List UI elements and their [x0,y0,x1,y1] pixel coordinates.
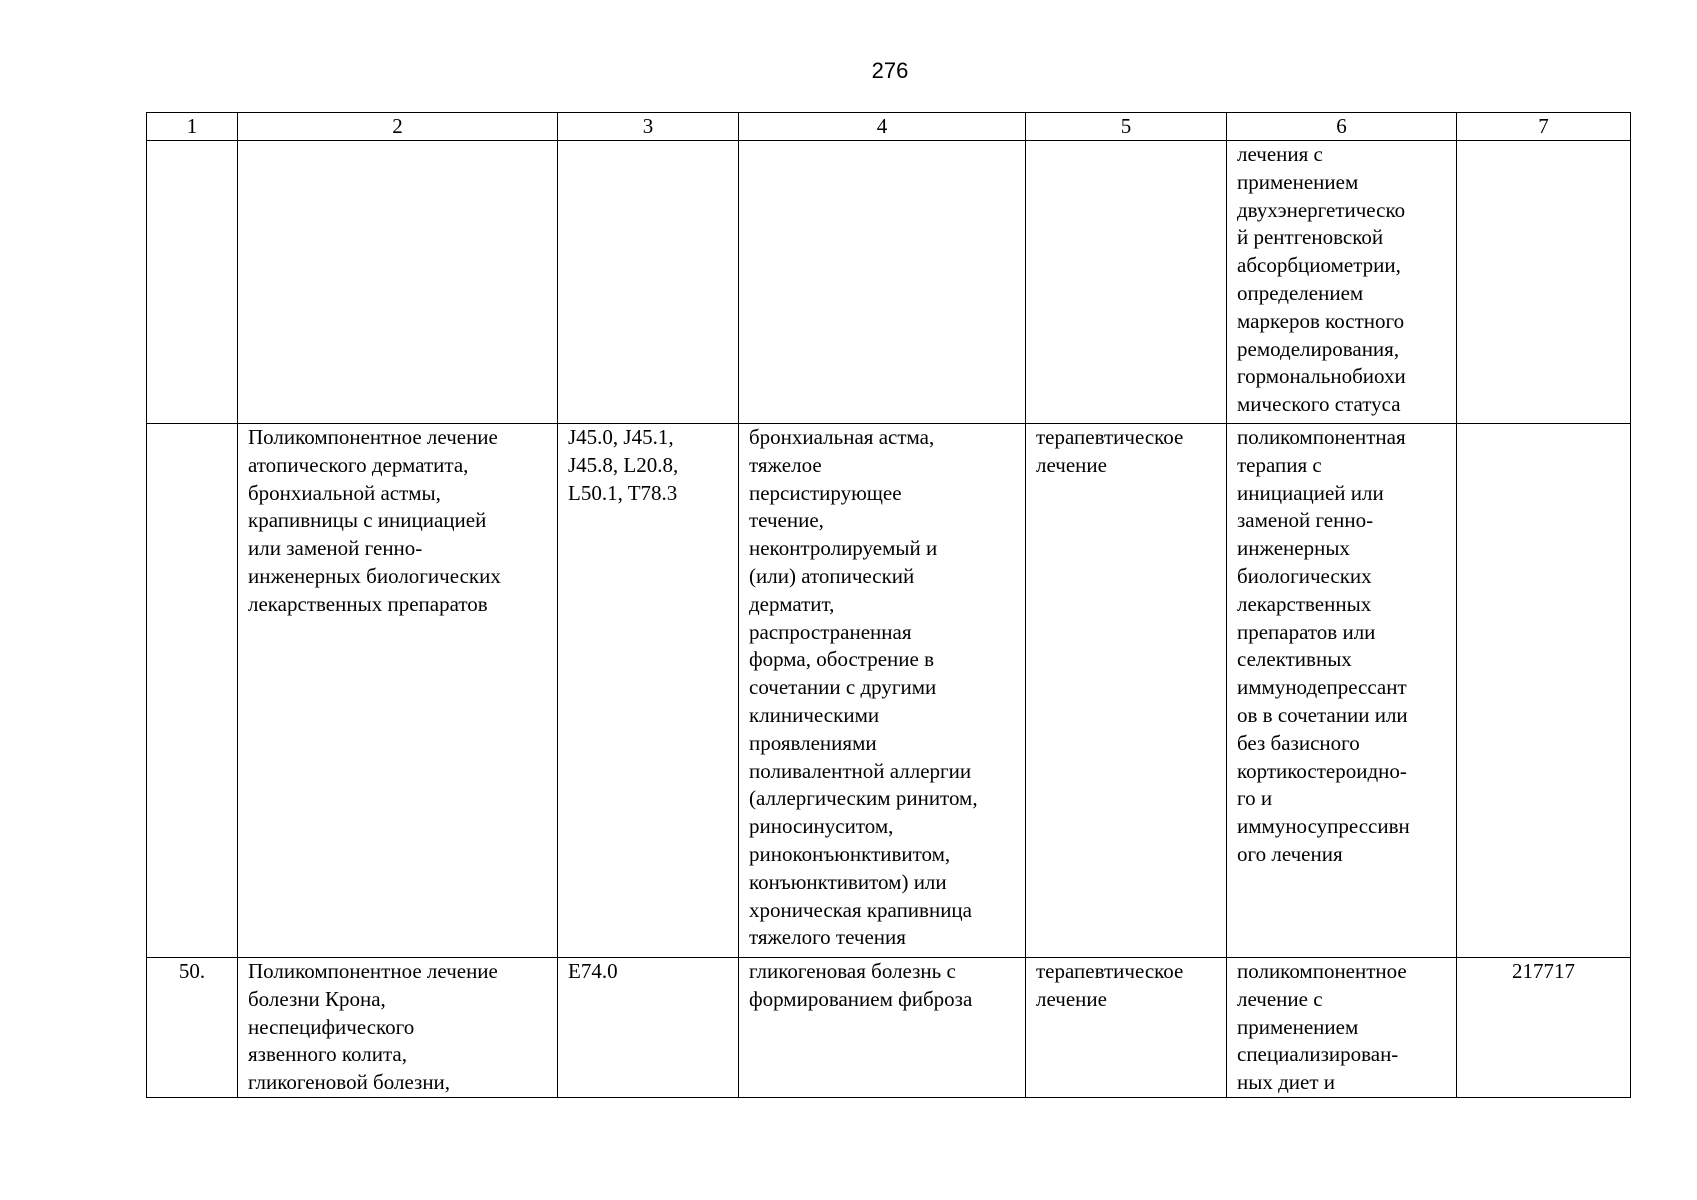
column-header-2: 2 [238,113,558,141]
table-row [147,958,1631,1098]
treatment-name-cell: Поликомпонентное лечение атопического дерматита, бронхиальной астмы, крапивницы с инициацией или заменой генно- инженерных биологических лекарственных препаратов [238,424,558,958]
treatment-method-cell: лечения с применением двухэнергетическо й рентгеновской абсорбциометрии, определением маркеров костного ремоделирования, гормональнобиохи мического статуса [1227,141,1457,424]
cost-cell [1457,424,1631,958]
icd-codes-cell: J45.0, J45.1, J45.8, L20.8, L50.1, T78.3 [558,424,739,958]
column-header-4: 4 [739,113,1026,141]
column-header-7: 7 [1457,113,1631,141]
table-row [147,141,1631,424]
column-header-1: 1 [147,113,238,141]
column-header-5: 5 [1026,113,1227,141]
column-header-3: 3 [558,113,739,141]
patient-model-cell: гликогеновая болезнь с формированием фиброза [739,958,1026,1098]
row-number-cell [147,424,238,958]
icd-codes-cell: E74.0 [558,958,739,1098]
page-number: 276 [871,58,909,83]
treatment-method-cell: поликомпонентное лечение с применением специализирован- ных диет и [1227,958,1457,1098]
medical-care-table [146,112,1631,1098]
cost-cell [1457,141,1631,424]
treatment-method-cell: поликомпонентная терапия с инициацией или заменой генно- инженерных биологических лекарственных препаратов или селективных иммунодепрессант ов в сочетании или без базисного кортикостероидно- го и иммуносупрессивн ого лечения [1227,424,1457,958]
treatment-type-cell: терапевтическое лечение [1026,424,1227,958]
treatment-name-cell: Поликомпонентное лечение болезни Крона, неспецифического язвенного колита, гликогеновой болезни, [238,958,558,1098]
table-row [147,424,1631,958]
treatment-type-cell [1026,141,1227,424]
row-number-cell [147,141,238,424]
row-number-cell: 50. [147,958,238,1098]
patient-model-cell [739,141,1026,424]
icd-codes-cell [558,141,739,424]
cost-cell: 217717 [1457,958,1631,1098]
column-header-6: 6 [1227,113,1457,141]
treatment-type-cell: терапевтическое лечение [1026,958,1227,1098]
header-row [147,113,1631,141]
treatment-name-cell [238,141,558,424]
patient-model-cell: бронхиальная астма, тяжелое персистирующее течение, неконтролируемый и (или) атопический дерматит, распространенная форма, обострение в сочетании с другими клиническими проявлениями поливалентной аллергии (аллергическим ринитом, риносинуситом, риноконъюнктивитом, конъюнктивитом) или хроническая крапивница тяжелого течения [739,424,1026,958]
